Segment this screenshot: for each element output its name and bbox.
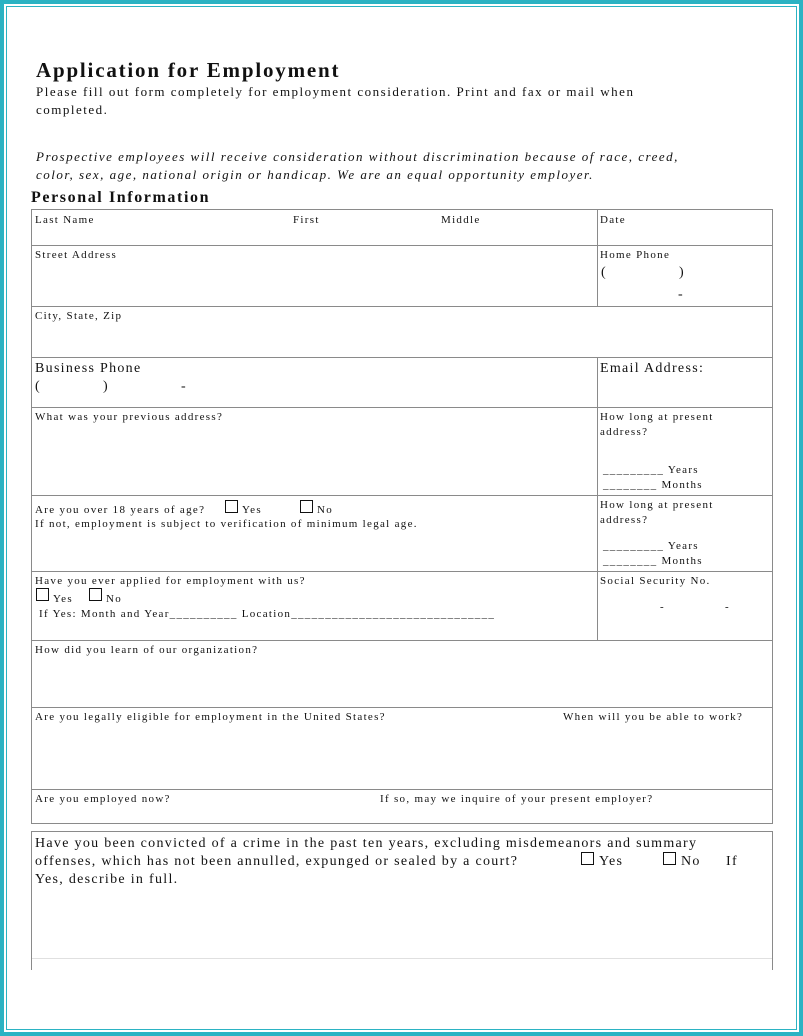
conviction-left-edge [31, 958, 32, 970]
how-long-field-2[interactable] [597, 495, 773, 572]
ssn-field[interactable] [597, 571, 773, 641]
applied-yes-label: Yes [53, 593, 73, 605]
previous-address-field[interactable] [31, 407, 598, 496]
conviction-field[interactable] [31, 831, 773, 959]
first-name-label: First [293, 214, 320, 226]
eeo-line-2: color, sex, age, national origin or handicap. We are an equal opportunity employer. [36, 167, 594, 182]
applied-yes-checkbox[interactable] [36, 588, 49, 601]
convicted-yes-label: Yes [599, 854, 624, 869]
date-field[interactable] [597, 209, 773, 246]
how-long-label-1b: address? [600, 426, 649, 438]
over-18-no-checkbox[interactable] [300, 500, 313, 513]
applied-no-label: No [106, 593, 123, 605]
convicted-yes-checkbox[interactable] [581, 852, 594, 865]
eligible-label: Are you legally eligible for employment in the United States? [35, 711, 386, 723]
instruction-line-1: Please fill out form completely for employment consideration. Print and fax or mail when [36, 84, 635, 99]
business-phone-paren-close: ) [103, 379, 109, 394]
applied-if-yes-details[interactable]: If Yes: Month and Year__________ Location______________________________ [39, 608, 496, 620]
applied-before-question: Have you ever applied for employment with us? [35, 575, 306, 587]
months-field-2: ________ Months [603, 555, 703, 567]
ssn-dash-1: - [660, 601, 665, 613]
how-long-label-2b: address? [600, 514, 649, 526]
home-phone-label: Home Phone [600, 249, 671, 261]
last-name-label: Last Name [35, 214, 95, 226]
city-state-zip-field[interactable] [31, 306, 773, 358]
how-long-label-1a: How long at present [600, 411, 714, 423]
employed-now-label: Are you employed now? [35, 793, 171, 805]
how-long-field-1[interactable] [597, 407, 773, 496]
business-phone-label: Business Phone [35, 361, 142, 376]
convicted-no-label: No [681, 854, 701, 869]
business-phone-paren-open: ( [35, 379, 41, 394]
email-field[interactable] [597, 357, 773, 408]
city-state-zip-label: City, State, Zip [35, 310, 123, 322]
home-phone-paren-open: ( [601, 265, 607, 280]
employed-now-field[interactable] [31, 789, 773, 824]
instruction-line-2: completed. [36, 102, 109, 117]
previous-address-label: What was your previous address? [35, 411, 224, 423]
over-18-note: If not, employment is subject to verification of minimum legal age. [35, 518, 418, 530]
learn-org-label: How did you learn of our organization? [35, 644, 259, 656]
eeo-line-1: Prospective employees will receive consideration without discrimination because of race, creed, [36, 149, 679, 164]
home-phone-dash: - [678, 287, 684, 302]
conviction-bottom-divider [31, 958, 773, 959]
over-18-yes-checkbox[interactable] [225, 500, 238, 513]
conviction-right-edge [772, 958, 773, 970]
form-title: Application for Employment [36, 58, 341, 82]
convicted-line-2: offenses, which has not been annulled, expunged or sealed by a court? [35, 854, 519, 869]
over-18-field [31, 495, 598, 572]
convicted-line-3: Yes, describe in full. [35, 872, 179, 887]
applied-before-field [31, 571, 598, 641]
business-phone-dash: - [181, 379, 187, 394]
applied-no-checkbox[interactable] [89, 588, 102, 601]
date-label: Date [600, 214, 626, 226]
learn-org-field[interactable] [31, 640, 773, 708]
inquire-label: If so, may we inquire of your present employer? [380, 793, 654, 805]
email-label: Email Address: [600, 361, 705, 376]
when-work-label: When will you be able to work? [563, 711, 744, 723]
convicted-if-label: If [726, 854, 738, 869]
over-18-yes-label: Yes [242, 504, 262, 516]
how-long-label-2a: How long at present [600, 499, 714, 511]
business-phone-field[interactable] [31, 357, 598, 408]
convicted-no-checkbox[interactable] [663, 852, 676, 865]
home-phone-paren-close: ) [679, 265, 685, 280]
ssn-dash-2: - [725, 601, 730, 613]
over-18-question: Are you over 18 years of age? [35, 504, 206, 516]
home-phone-field[interactable] [597, 245, 773, 307]
over-18-no-label: No [317, 504, 334, 516]
section-title: Personal Information [31, 189, 211, 206]
years-field-1: _________ Years [603, 464, 699, 476]
convicted-line-1: Have you been convicted of a crime in the past ten years, excluding misdemeanors and summary [35, 836, 698, 851]
name-field[interactable] [31, 209, 598, 246]
street-address-field[interactable] [31, 245, 598, 307]
months-field-1: ________ Months [603, 479, 703, 491]
middle-name-label: Middle [441, 214, 481, 226]
eligibility-field[interactable] [31, 707, 773, 790]
years-field-2: _________ Years [603, 540, 699, 552]
street-address-label: Street Address [35, 249, 118, 261]
ssn-label: Social Security No. [600, 575, 711, 587]
